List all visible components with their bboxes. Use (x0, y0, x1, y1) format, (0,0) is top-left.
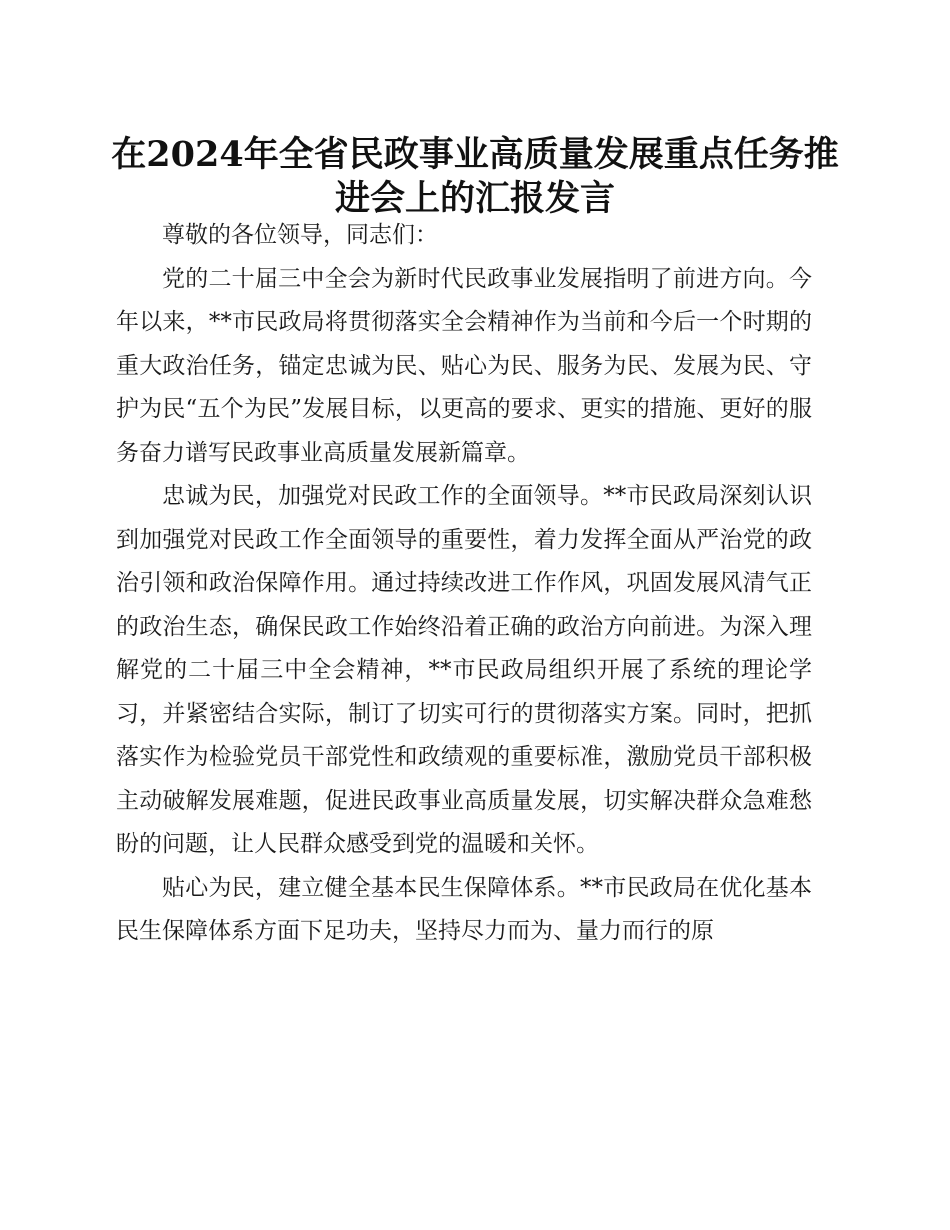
salutation: 尊敬的各位领导，同志们： (162, 222, 438, 248)
paragraph-1: 党的二十届三中全会为新时代民政事业发展指明了前进方向。今年以来，**市民政局将贯彻落实全会精神作为当前和今后一个时期的重大政治任务，锚定忠诚为民、贴心为民、服务为民、发展为民、守护为民“五个为民”发展目标，以更高的要求、更实的措施、更好的服务奋力谱写民政事业高质量发展新篇章。 (116, 265, 812, 466)
paragraph-3: 贴心为民，建立健全基本民生保障体系。**市民政局在优化基本民生保障体系方面下足功夫，坚持尽力而为、量力而行的原 (116, 874, 812, 944)
document-title: 在2024年全省民政事业高质量发展重点任务推进会上的汇报发言 (111, 134, 839, 219)
paragraph-2: 忠诚为民，加强党对民政工作的全面领导。**市民政局深刻认识到加强党对民政工作全面领导的重要性，着力发挥全面从严治党的政治引领和政治保障作用。通过持续改进工作作风，巩固发展风清气正的政治生态，确保民政工作始终沿着正确的政治方向前进。为深入理解党的二十届三中全会精神，**市民政局组织开展了系统的理论学习，并紧密结合实际，制订了切实可行的贯彻落实方案。同时，把抓落实作为检验党员干部党性和政绩观的重要标准，激励党员干部积极主动破解发展难题，促进民政事业高质量发展，切实解决群众急难愁盼的问题，让人民群众感受到党的温暖和关怀。 (116, 483, 812, 857)
document-body (116, 214, 812, 954)
